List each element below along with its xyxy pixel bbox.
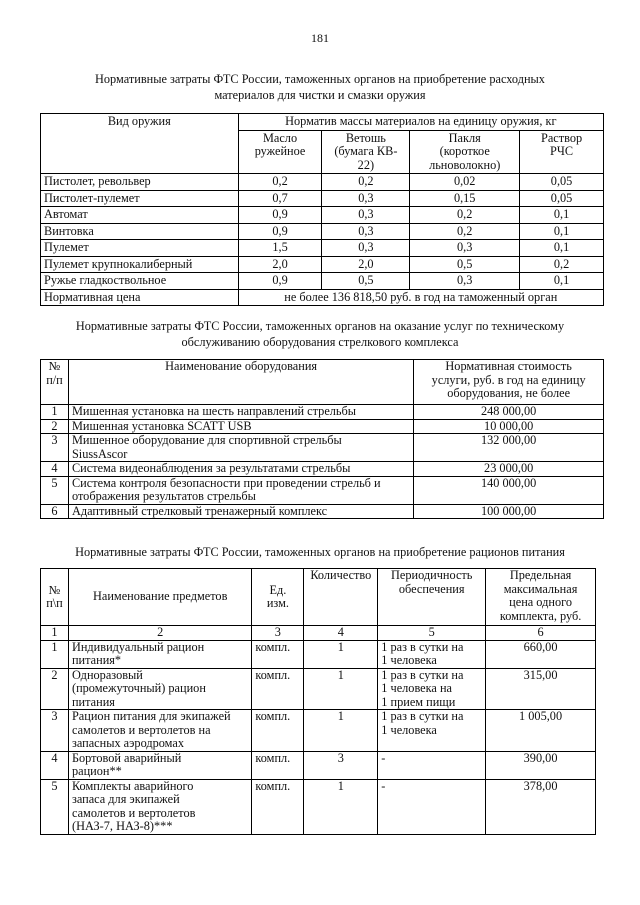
food-rations-table [40,568,596,835]
item-price: 1 005,00 [486,710,596,752]
column-number: 4 [304,626,378,641]
service-cost: 10 000,00 [414,419,604,434]
header-num: № п/п [41,360,69,405]
row-number: 4 [41,751,69,779]
equipment-name: Система видеонаблюдения за результатами стрельбы [68,462,413,477]
page-number: 181 [311,31,329,45]
table-row [41,405,604,420]
section1-title-line1: Нормативные затраты ФТС России, таможенных органов на приобретение расходных [95,72,545,86]
table-row [41,476,604,504]
table-row [41,434,604,462]
value-rags: 0,3 [322,207,410,224]
section2-title [40,318,600,350]
header-item-name: Наименование предметов [68,569,251,626]
item-price: 315,00 [486,668,596,710]
row-number: 1 [41,405,69,420]
item-name: Одноразовый (промежуточный) рацион питания [68,668,251,710]
value-solution: 0,1 [520,240,604,257]
item-name: Индивидуальный рацион питания* [68,640,251,668]
value-rags: 2,0 [322,256,410,273]
item-price: 378,00 [486,779,596,834]
value-oil: 1,5 [238,240,322,257]
table-row [41,751,596,779]
header-num: № п\п [41,569,69,626]
section1-title-line2: материалов для чистки и смазки оружия [214,88,426,102]
table-row [41,779,596,834]
item-name: Рацион питания для экипажей самолетов и вертолетов на запасных аэродромах [68,710,251,752]
item-periodicity: 1 раз в сутки на 1 человека [378,640,486,668]
table-row [41,190,604,207]
item-price: 660,00 [486,640,596,668]
row-number: 5 [41,476,69,504]
value-oil: 0,9 [238,223,322,240]
weapon-name: Винтовка [41,223,239,240]
table-row [41,256,604,273]
value-solution: 0,05 [520,174,604,191]
section3-title [40,544,600,560]
value-tow: 0,2 [410,223,520,240]
value-rags: 0,3 [322,240,410,257]
equipment-name: Мишенное оборудование для спортивной стрельбы SiussAscor [68,434,413,462]
value-solution: 0,1 [520,207,604,224]
header-solution: Раствор РЧС [520,130,604,174]
header-tow: Пакля (короткое льноволокно) [410,130,520,174]
weapon-name: Пистолет, револьвер [41,174,239,191]
header-service-cost: Нормативная стоимость услуги, руб. в год на единицу оборудования, не более [414,360,604,405]
item-unit: компл. [252,710,304,752]
header-quantity: Количество [304,569,378,626]
item-quantity: 1 [304,640,378,668]
header-max-price: Предельная максимальная цена одного комплекта, руб. [486,569,596,626]
section2-title-line2: обслуживанию оборудования стрелкового комплекса [181,335,459,349]
column-number: 2 [68,626,251,641]
column-number: 3 [252,626,304,641]
value-rags: 0,3 [322,190,410,207]
value-oil: 2,0 [238,256,322,273]
price-label: Нормативная цена [41,289,239,306]
row-number: 2 [41,668,69,710]
item-unit: компл. [252,779,304,834]
weapon-name: Автомат [41,207,239,224]
value-tow: 0,2 [410,207,520,224]
item-periodicity: 1 раз в сутки на 1 человека на 1 прием пищи [378,668,486,710]
value-oil: 0,2 [238,174,322,191]
section2-title-line1: Нормативные затраты ФТС России, таможенных органов на оказание услуг по техническому [75,319,565,333]
value-oil: 0,9 [238,273,322,290]
equipment-name: Мишенная установка SCATT USB [68,419,413,434]
row-number: 6 [41,504,69,519]
table-row [41,240,604,257]
equipment-service-table [40,359,604,519]
value-tow: 0,15 [410,190,520,207]
value-oil: 0,9 [238,207,322,224]
column-number: 1 [41,626,69,641]
row-number: 3 [41,710,69,752]
table-row [41,419,604,434]
item-periodicity: 1 раз в сутки на 1 человека [378,710,486,752]
section3-title-line1: Нормативные затраты ФТС России, таможенных органов на приобретение рационов питания [75,545,565,559]
table-row [41,273,604,290]
header-oil: Масло ружейное [238,130,322,174]
table-row [41,504,604,519]
row-number: 4 [41,462,69,477]
item-quantity: 1 [304,710,378,752]
row-number: 1 [41,640,69,668]
price-row [41,289,604,306]
service-cost: 23 000,00 [414,462,604,477]
column-number-row [41,626,596,641]
item-name: Комплекты аварийного запаса для экипажей самолетов и вертолетов (НАЗ-7, НАЗ-8)*** [68,779,251,834]
value-rags: 0,5 [322,273,410,290]
value-tow: 0,5 [410,256,520,273]
table-row [41,223,604,240]
table-row [41,710,596,752]
equipment-name: Адаптивный стрелковый тренажерный комплекс [68,504,413,519]
header-norm-group: Норматив массы материалов на единицу оружия, кг [238,114,603,131]
section1-title [40,71,600,103]
service-cost: 140 000,00 [414,476,604,504]
item-quantity: 3 [304,751,378,779]
header-periodicity: Периодичность обеспечения [378,569,486,626]
table-row [41,640,596,668]
value-oil: 0,7 [238,190,322,207]
header-weapon-type: Вид оружия [41,114,239,174]
header-rags: Ветошь (бумага КВ- 22) [322,130,410,174]
value-rags: 0,3 [322,223,410,240]
cleaning-materials-table [40,113,604,306]
row-number: 2 [41,419,69,434]
service-cost: 132 000,00 [414,434,604,462]
item-price: 390,00 [486,751,596,779]
value-tow: 0,3 [410,273,520,290]
equipment-name: Система контроля безопасности при проведении стрельб и отображения результатов стрельбы [68,476,413,504]
item-unit: компл. [252,640,304,668]
row-number: 5 [41,779,69,834]
item-unit: компл. [252,668,304,710]
column-number: 6 [486,626,596,641]
item-unit: компл. [252,751,304,779]
value-solution: 0,1 [520,273,604,290]
column-number: 5 [378,626,486,641]
weapon-name: Пистолет-пулемет [41,190,239,207]
equipment-name: Мишенная установка на шесть направлений стрельбы [68,405,413,420]
service-cost: 100 000,00 [414,504,604,519]
value-solution: 0,05 [520,190,604,207]
value-rags: 0,2 [322,174,410,191]
value-solution: 0,1 [520,223,604,240]
weapon-name: Пулемет крупнокалиберный [41,256,239,273]
item-periodicity: - [378,779,486,834]
item-quantity: 1 [304,779,378,834]
item-name: Бортовой аварийный рацион** [68,751,251,779]
table-row [41,462,604,477]
table-row [41,668,596,710]
table-row [41,207,604,224]
value-tow: 0,02 [410,174,520,191]
item-quantity: 1 [304,668,378,710]
value-solution: 0,2 [520,256,604,273]
item-periodicity: - [378,751,486,779]
value-tow: 0,3 [410,240,520,257]
price-value: не более 136 818,50 руб. в год на таможенный орган [238,289,603,306]
table-row [41,174,604,191]
header-unit: Ед. изм. [252,569,304,626]
header-equipment-name: Наименование оборудования [68,360,413,405]
row-number: 3 [41,434,69,462]
weapon-name: Пулемет [41,240,239,257]
service-cost: 248 000,00 [414,405,604,420]
weapon-name: Ружье гладкоствольное [41,273,239,290]
